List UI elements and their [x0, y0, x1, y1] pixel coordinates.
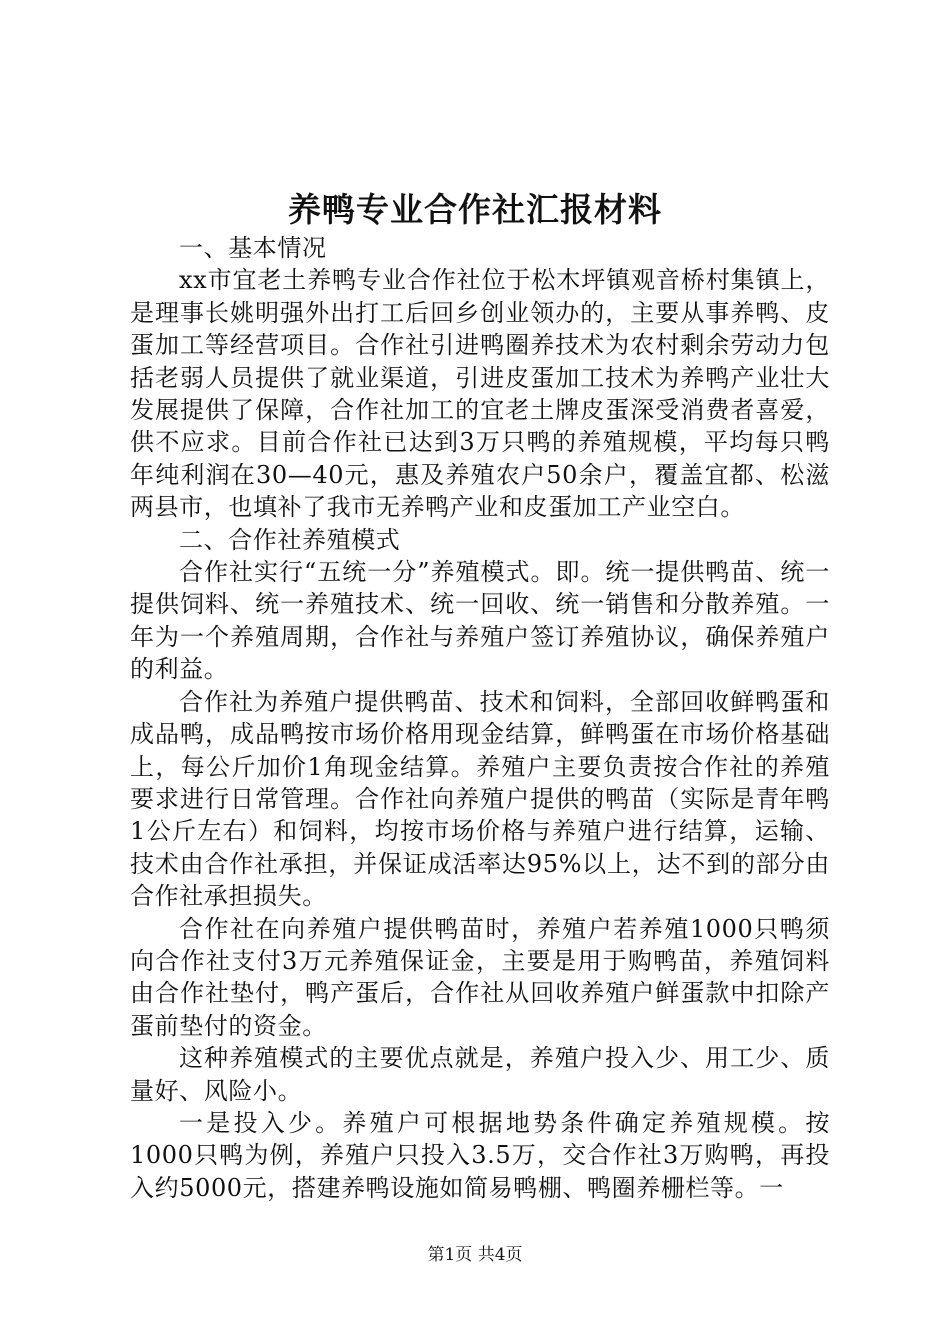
paragraph-advantages: 这种养殖模式的主要优点就是，养殖户投入少、用工少、质量好、风险小。: [130, 1044, 830, 1105]
paragraph-basic-info: xx市宜老土养鸭专业合作社位于松木坪镇观音桥村集镇上，是理事长姚明强外出打工后回乡创业领办的，主要从事养鸭、皮蛋加工等经营项目。合作社引进鸭圈养技术为农村剩余劳动力包括老弱人员提供了就业渠道，引进皮蛋加工技术为养鸭产业壮大发展提供了保障，合作社加工的宜老土牌皮蛋深受消费者喜爱，供不应求。目前合作社已达到3万只鸭的养殖规模，平均每只鸭年纯利润在30—40元，惠及养殖农户50余户，覆盖宜都、松滋两县市，也填补了我市无养鸭产业和皮蛋加工产业空白。: [130, 266, 830, 522]
page-number-footer: 第1页 共4页: [427, 1245, 523, 1265]
document-title: 养鸭专业合作社汇报材料: [288, 190, 662, 229]
paragraph-five-unified-model: 合作社实行“五统一分”养殖模式。即。统一提供鸭苗、统一提供饲料、统一养殖技术、统一回收、统一销售和分散养殖。一年为一个养殖周期，合作社与养殖户签订养殖协议，确保养殖户的利益。: [130, 558, 830, 684]
document-body: [130, 232, 830, 1204]
section-heading-breeding-model: 二、合作社养殖模式: [179, 525, 401, 554]
paragraph-low-investment: 一是投入少。养殖户可根据地势条件确定养殖规模。按1000只鸭为例，养殖户只投入3.5万，交合作社3万购鸭，再投入约5000元，搭建养鸭设施如简易鸭棚、鸭圈养栅栏等。一: [130, 1108, 830, 1202]
paragraph-deposit: 合作社在向养殖户提供鸭苗时，养殖户若养殖1000只鸭须向合作社支付3万元养殖保证金，主要是用于购鸭苗，养殖饲料由合作社垫付，鸭产蛋后，合作社从回收养殖户鲜蛋款中扣除产蛋前垫付的资金。: [130, 914, 830, 1040]
paragraph-supply-and-settlement: 合作社为养殖户提供鸭苗、技术和饲料，全部回收鲜鸭蛋和成品鸭，成品鸭按市场价格用现金结算，鲜鸭蛋在市场价格基础上，每公斤加价1角现金结算。养殖户主要负责按合作社的养殖要求进行日常管理。合作社向养殖户提供的鸭苗（实际是青年鸭1公斤左右）和饲料，均按市场价格与养殖户进行结算，运输、技术由合作社承担，并保证成活率达95%以上，达不到的部分由合作社承担损失。: [130, 687, 830, 911]
section-heading-basic-info: 一、基本情况: [179, 234, 327, 262]
